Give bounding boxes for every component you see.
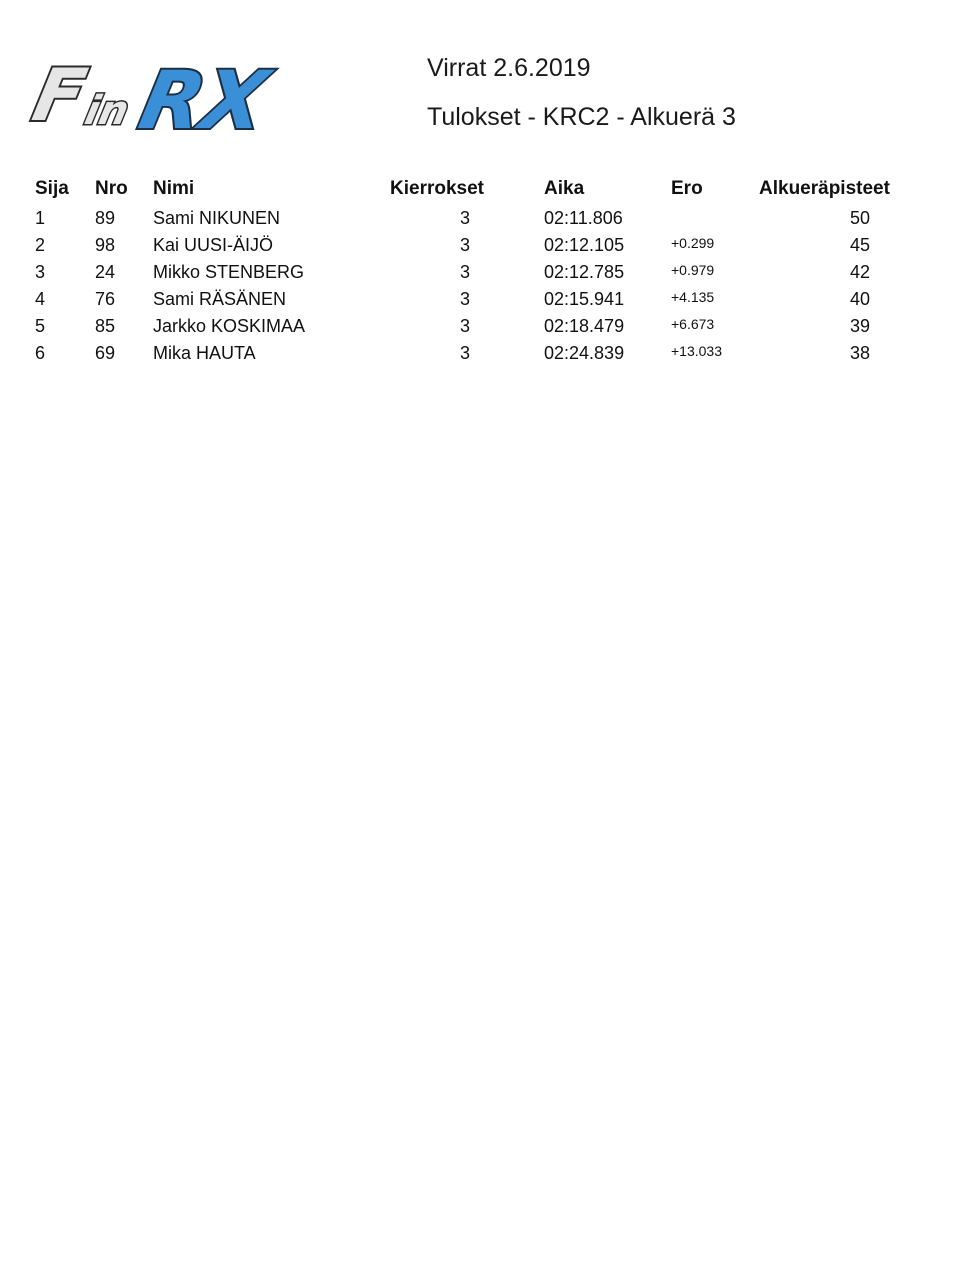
finrx-logo (26, 44, 275, 148)
cell-nimi: Sami RÄSÄNEN (153, 289, 287, 309)
column-header-aika: Aika (544, 178, 585, 199)
column-header-nro: Nro (95, 178, 128, 199)
cell-kierrokset: 3 (459, 208, 470, 228)
cell-sija: 3 (35, 262, 46, 282)
cell-nro: 98 (95, 235, 116, 255)
cell-aika: 02:15.941 (544, 289, 625, 309)
column-header-ero: Ero (671, 178, 703, 199)
cell-sija: 4 (35, 289, 46, 309)
cell-nro: 85 (95, 316, 116, 336)
cell-kierrokset: 3 (459, 316, 470, 336)
cell-nimi: Jarkko KOSKIMAA (153, 316, 306, 336)
table-row (0, 315, 979, 342)
cell-kierrokset: 3 (459, 343, 470, 363)
table-row (0, 234, 979, 261)
column-header-sija: Sija (35, 178, 69, 199)
cell-sija: 6 (35, 343, 46, 363)
cell-pisteet: 45 (849, 235, 871, 255)
cell-aika: 02:24.839 (544, 343, 625, 363)
cell-ero: +0.979 (671, 262, 715, 278)
cell-pisteet: 42 (849, 262, 871, 282)
cell-nimi: Sami NIKUNEN (153, 208, 281, 228)
cell-nro: 69 (95, 343, 116, 363)
cell-nimi: Mika HAUTA (153, 343, 256, 363)
cell-kierrokset: 3 (459, 289, 470, 309)
svg-text:in: in (80, 86, 134, 134)
table-row (0, 207, 979, 234)
column-header-pisteet: Alkueräpisteet (759, 178, 890, 199)
cell-aika: 02:12.105 (544, 235, 625, 255)
cell-sija: 2 (35, 235, 46, 255)
svg-text:F: F (26, 53, 94, 138)
cell-nimi: Kai UUSI-ÄIJÖ (153, 235, 274, 255)
page-subtitle: Tulokset - KRC2 - Alkuerä 3 (427, 103, 736, 131)
table-row (0, 261, 979, 288)
column-header-kierrokset: Kierrokset (390, 178, 484, 199)
svg-text:RX: RX (131, 54, 275, 148)
cell-nro: 24 (95, 262, 116, 282)
cell-pisteet: 39 (849, 316, 871, 336)
cell-sija: 5 (35, 316, 46, 336)
column-header-nimi: Nimi (153, 178, 195, 199)
cell-kierrokset: 3 (459, 262, 470, 282)
cell-kierrokset: 3 (459, 235, 470, 255)
table-row (0, 288, 979, 315)
cell-pisteet: 50 (849, 208, 871, 228)
cell-pisteet: 40 (849, 289, 871, 309)
cell-nimi: Mikko STENBERG (153, 262, 305, 282)
cell-aika: 02:12.785 (544, 262, 625, 282)
cell-aika: 02:11.806 (544, 208, 623, 228)
table-row (0, 342, 979, 369)
cell-ero: +6.673 (671, 316, 715, 332)
cell-pisteet: 38 (849, 343, 871, 363)
cell-ero: +13.033 (671, 343, 722, 359)
cell-nro: 76 (95, 289, 116, 309)
cell-aika: 02:18.479 (544, 316, 625, 336)
page-title: Virrat 2.6.2019 (427, 54, 591, 82)
cell-sija: 1 (35, 208, 46, 228)
cell-ero: +0.299 (671, 235, 715, 251)
cell-nro: 89 (95, 208, 116, 228)
cell-ero: +4.135 (671, 289, 715, 305)
